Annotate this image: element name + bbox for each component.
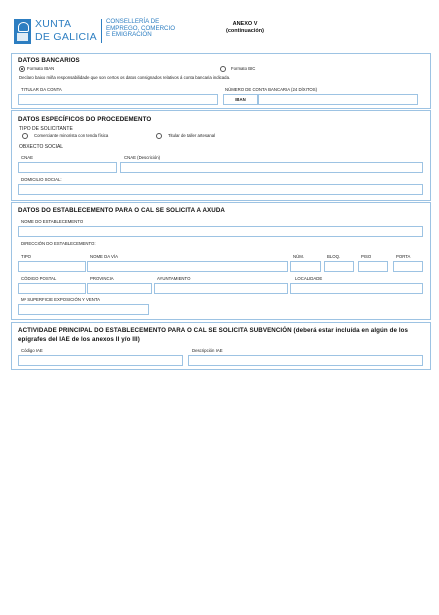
surface-label: M² SUPERFICIE EXPOSICIÓN Y VENTA — [21, 297, 101, 302]
department-line3: E EMIGRACIÓN — [105, 31, 152, 39]
door-label: PORTA — [396, 254, 411, 259]
street-type-label: TIPO — [21, 254, 32, 259]
street-name-label: NOME DA VÍA — [90, 254, 118, 259]
holder-input[interactable] — [18, 94, 218, 105]
iae-code-input[interactable] — [18, 355, 183, 366]
activity-section — [11, 322, 431, 370]
postcode-label: CÓDIGO POSTAL — [21, 276, 57, 281]
activity-title: ACTIVIDADE PRINCIPAL DO ESTABLECEMENTO PARA O CAL SE SOLICITA SUBVENCIÓN (deberá estar incluída en algún de los epígrafes del IAE de los anexos II y/o III) — [18, 327, 409, 343]
applicant-type-label: TIPO DE SOLICITANTE — [19, 126, 73, 132]
floor-label: PISO — [361, 254, 372, 259]
surface-input[interactable] — [18, 304, 149, 315]
cnae-input[interactable] — [18, 162, 117, 173]
iban-prefix-box[interactable] — [223, 94, 258, 105]
annex-title: ANEXO V — [232, 21, 258, 27]
cnae-description-label: CNAE (Descrición) — [124, 155, 161, 160]
establishment-name-input[interactable] — [18, 226, 423, 237]
street-type-input[interactable] — [18, 261, 86, 272]
floor-input[interactable] — [358, 261, 388, 272]
council-input[interactable] — [154, 283, 288, 294]
registered-address-input[interactable] — [18, 184, 423, 195]
bic-radio[interactable] — [220, 66, 226, 72]
establishment-title: DATOS DO ESTABLECEMENTO PARA O CAL SE SOLICITA A AXUDA — [18, 207, 225, 214]
locality-label: LOCALIDADE — [295, 276, 323, 281]
procedure-section — [11, 110, 431, 201]
number-label: NÚM. — [293, 254, 304, 259]
locality-input[interactable] — [290, 283, 423, 294]
logo-text — [35, 19, 97, 42]
logo-line1: XUNTA — [35, 18, 72, 30]
establishment-address-label: DIRECCIÓN DO ESTABLECEMENTO: — [21, 241, 96, 246]
cnae-label: CNAE — [21, 155, 33, 160]
iae-description-input[interactable] — [188, 355, 423, 366]
iban-radio[interactable] — [19, 66, 25, 72]
block-label: BLOQ. — [327, 254, 341, 259]
iban-label: IBAN — [235, 97, 246, 102]
account-label: NÚMERO DE CONTA BANCARIA (24 DÍXITOS) — [225, 87, 318, 92]
province-input[interactable] — [87, 283, 152, 294]
street-name-input[interactable] — [87, 261, 288, 272]
account-number-input[interactable] — [258, 94, 418, 105]
establishment-name-label: NOME DO ESTABLECEMENTO — [21, 219, 84, 224]
department-line1: CONSELLERÍA DE — [105, 18, 160, 25]
annex-subtitle: (continuación) — [226, 28, 264, 34]
cnae-description-input[interactable] — [120, 162, 423, 173]
retailer-radio[interactable] — [22, 133, 28, 139]
department-name — [106, 19, 175, 39]
door-input[interactable] — [393, 261, 423, 272]
iae-description-label: Descripción IAE — [192, 348, 223, 353]
procedure-title: DATOS ESPECÍFICOS DO PROCEDEMENTO — [18, 116, 152, 123]
holder-label: TITULAR DA CONTA — [21, 87, 62, 92]
iae-code-label: Código IAE — [21, 348, 43, 353]
bic-option-label: Formato BIC — [231, 66, 256, 71]
establishment-section — [11, 202, 431, 320]
corporate-purpose-label: OBXECTO SOCIAL — [19, 144, 64, 150]
department-line2: EMPREGO, COMERCIO — [105, 24, 176, 32]
postcode-input[interactable] — [18, 283, 86, 294]
logo-divider — [101, 19, 102, 43]
galicia-emblem-icon — [14, 19, 31, 44]
artisan-option-label: Titular de taller artesanal — [168, 133, 216, 138]
bank-title: DATOS BANCARIOS — [18, 57, 80, 64]
bank-section — [11, 53, 431, 109]
block-input[interactable] — [324, 261, 354, 272]
artisan-radio[interactable] — [156, 133, 162, 139]
iban-option-label: Formato IBAN — [27, 66, 55, 71]
council-label: AYUNTAMIENTO — [157, 276, 191, 281]
registered-address-label: DOMICILIO SOCIAL: — [21, 177, 62, 182]
retailer-option-label: Comerciante minorista con tenda física — [34, 133, 109, 138]
logo-line2: DE GALICIA — [35, 31, 97, 43]
bank-declaration: Declaro baixo miña responsabilidade que son certos os datos consignados relativos á conta bancaria indicada. — [19, 75, 231, 80]
annex-heading — [200, 21, 290, 35]
province-label: PROVINCIA — [90, 276, 114, 281]
xunta-logo — [14, 19, 175, 44]
number-input[interactable] — [290, 261, 321, 272]
